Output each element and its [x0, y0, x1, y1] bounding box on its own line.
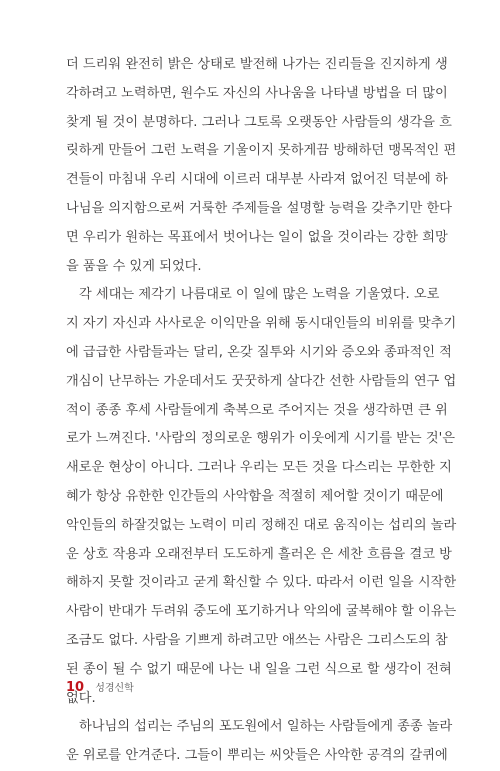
text-line: 없다.	[66, 690, 96, 706]
text-line: 하나님의 섭리는 주님의 포도원에서 일하는 사람들에게 종종 놀라	[79, 719, 453, 735]
text-line: 적이 종종 후세 사람들에게 축복으로 주어지는 것을 생각하면 큰 위	[66, 402, 448, 418]
text-line: 더 드리워 완전히 밝은 상태로 발전해 나가는 진리들을 진지하게 생	[66, 57, 448, 72]
text-line: 해하지 못할 것이라고 굳게 확신할 수 있다. 따라서 이런 일을 시작한	[66, 575, 457, 591]
text-line: 혜가 항상 유한한 인간들의 사악함을 적절히 제어할 것이기 때문에	[66, 488, 444, 504]
running-title: 성경신학	[95, 683, 134, 694]
text-line: 사람이 반대가 두려워 중도에 포기하거나 악의에 굴복해야 할 이유는	[66, 604, 457, 620]
text-line: 새로운 현상이 아니다. 그러나 우리는 모든 것을 다스리는 무한한 지	[66, 460, 452, 476]
page-footer	[66, 676, 134, 695]
text-line: 에 급급한 사람들과는 달리, 온갖 질투와 시기와 증오와 종파적인 적	[66, 344, 452, 360]
text-line: 로가 느껴진다. '사람의 정의로운 행위가 이웃에게 시기를 받는 것'은	[66, 431, 455, 447]
text-line: 악인들의 하잘것없는 노력이 미리 정해진 대로 움직이는 섭리의 놀라	[66, 517, 457, 533]
text-line: 개심이 난무하는 가운데서도 꿋꿋하게 살다간 선한 사람들의 연구 업	[66, 373, 457, 389]
text-line: 을 품을 수 있게 되었다.	[66, 258, 202, 274]
text-line: 각 세대는 제각기 나름대로 이 일에 많은 노력을 기울였다. 오로	[79, 287, 440, 303]
text-line: 나님을 의지함으로써 거룩한 주제들을 설명할 능력을 갖추기만 한다	[66, 200, 453, 216]
text-line: 찾게 될 것이 분명하다. 그러나 그토록 오랫동안 사람들의 생각을 흐	[66, 114, 452, 130]
text-line: 견들이 마침내 우리 시대에 이르러 대부분 사라져 없어진 덕분에 하	[66, 172, 448, 188]
body-text	[66, 51, 457, 771]
text-line: 조금도 없다. 사람을 기쁘게 하려고만 애쓰는 사람은 그리스도의 참	[66, 632, 448, 648]
text-line: 각하려고 노력하면, 원수도 자신의 사나움을 나타낼 방법을 더 많이	[66, 85, 448, 101]
text-line: 릿하게 만들어 그런 노력을 기울이지 못하게끔 방해하던 맹목적인 편	[66, 143, 457, 159]
page-number: 10	[66, 680, 85, 695]
text-line: 지 자기 자신과 사사로운 이익만을 위해 동시대인들의 비위를 맞추기	[66, 316, 457, 332]
text-line: 운 위로를 안겨준다. 그들이 뿌리는 씨앗들은 사악한 공격의 갈퀴에	[66, 748, 448, 764]
text-line: 운 상호 작용과 오래전부터 도도하게 흘러온 은 세찬 흐름을 결코 방	[66, 546, 452, 562]
text-line: 면 우리가 원하는 목표에서 벗어나는 일이 없을 것이라는 강한 희망	[66, 229, 448, 245]
text-line: 된 종이 될 수 없기 때문에 나는 내 일을 그런 식으로 할 생각이 전혀	[66, 661, 452, 677]
